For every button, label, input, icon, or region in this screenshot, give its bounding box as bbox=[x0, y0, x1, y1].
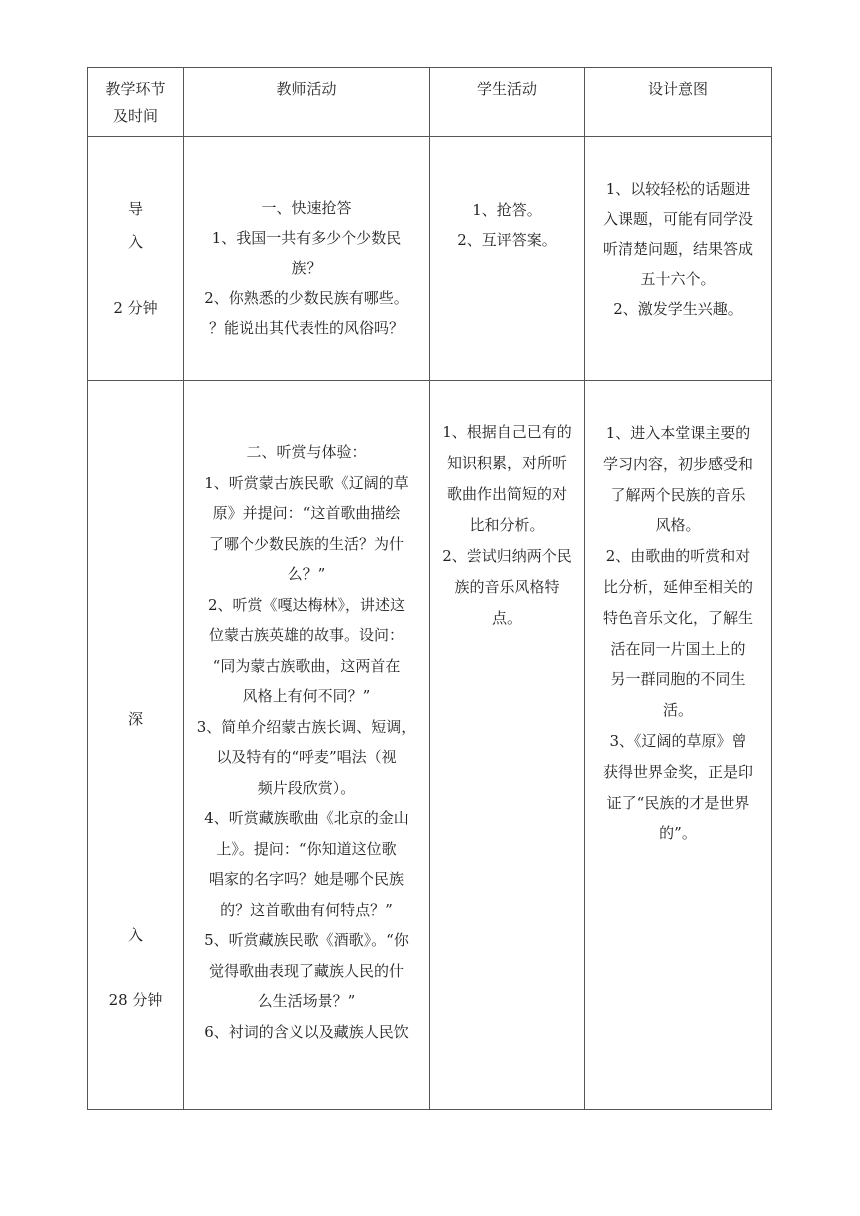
deepen-intent-line: 1、进入本堂课主要的 bbox=[605, 424, 751, 442]
header-stage-line1: 教学环节 bbox=[105, 80, 166, 98]
header-student-activity bbox=[430, 68, 585, 137]
deepen-stage-cell bbox=[88, 381, 184, 1110]
intro-teacher-line: 族？ bbox=[291, 259, 322, 277]
deepen-teacher-line: 3、简单介绍蒙古族长调、短调， bbox=[196, 717, 417, 736]
table-row-intro bbox=[88, 137, 772, 381]
deepen-intent-line: 风格。 bbox=[655, 516, 701, 535]
deepen-student-line: 族的音乐风格特 bbox=[454, 578, 560, 596]
deepen-teacher-line: 风格上有何不同？” bbox=[242, 687, 371, 705]
intro-student-cell bbox=[430, 137, 585, 381]
deepen-intent-line: 学习内容，初步感受和 bbox=[602, 454, 753, 473]
deepen-teacher-line: 么？” bbox=[287, 565, 326, 583]
deepen-teacher-line: 原》并提问：“这首歌曲描绘 bbox=[212, 504, 401, 522]
intro-teacher-line: 一、快速抢答 bbox=[261, 199, 352, 217]
lesson-plan-table bbox=[87, 67, 772, 1110]
deepen-teacher-line: 二、听赏与体验： bbox=[246, 443, 367, 461]
deepen-teacher-line: “同为蒙古族歌曲，这两首在 bbox=[212, 656, 401, 675]
deepen-teacher-line: 了哪个少数民族的生活？为什 bbox=[208, 534, 404, 553]
header-stage-time bbox=[88, 68, 184, 137]
deepen-intent-cell bbox=[585, 381, 772, 1110]
intro-stage-line: 2 分钟 bbox=[113, 299, 158, 317]
deepen-teacher-line: 4、听赏藏族歌曲《北京的金山 bbox=[204, 809, 409, 827]
header-intent-label: 设计意图 bbox=[647, 80, 708, 98]
intro-teacher-line: 1、我国一共有多少个少数民 bbox=[211, 229, 402, 247]
header-teacher-activity bbox=[184, 68, 430, 137]
intro-teacher-cell bbox=[184, 137, 430, 381]
deepen-teacher-line: 上》。提问：“你知道这位歌 bbox=[216, 839, 397, 858]
header-row bbox=[88, 68, 772, 137]
header-design-intent bbox=[585, 68, 772, 137]
deepen-teacher-line: 觉得歌曲表现了藏族人民的什 bbox=[208, 961, 404, 980]
deepen-teacher-line: 唱家的名字吗？她是哪个民族 bbox=[208, 870, 404, 888]
table-row-deepen bbox=[88, 381, 772, 1110]
deepen-teacher-line: 以及特有的“呼麦”唱法（视 bbox=[216, 748, 397, 766]
intro-teacher-line: 2、你熟悉的少数民族有哪些。 bbox=[204, 289, 409, 307]
deepen-teacher-cell bbox=[184, 381, 430, 1110]
intro-teacher-line: ？能说出其代表性的风俗吗？ bbox=[208, 319, 404, 337]
deepen-teacher-line: 的？这首歌曲有何特点？” bbox=[220, 900, 393, 919]
deepen-intent-line: 了解两个民族的音乐 bbox=[610, 485, 746, 504]
intro-stage-line: 入 bbox=[127, 233, 143, 251]
intro-intent-line: 2、激发学生兴趣。 bbox=[613, 300, 743, 318]
intro-intent-line: 入课题，可能有同学没 bbox=[602, 210, 753, 228]
deepen-intent-line: 获得世界金奖，正是印 bbox=[602, 762, 753, 781]
deepen-student-line: 知识积累，对所听 bbox=[446, 454, 567, 472]
deepen-intent-line: 证了“民族的才是世界 bbox=[606, 793, 750, 812]
intro-intent-cell bbox=[585, 137, 772, 381]
deepen-teacher-line: 2、听赏《嘎达梅林》，讲述这 bbox=[207, 595, 406, 614]
deepen-teacher-line: 么生活场景？” bbox=[257, 992, 356, 1010]
deepen-intent-line: 3、《辽阔的草原》曾 bbox=[609, 731, 747, 750]
deepen-teacher-line: 5、听赏藏族民歌《酒歌》。“你 bbox=[204, 931, 409, 949]
deepen-student-line: 歌曲作出简短的对 bbox=[446, 485, 567, 503]
deepen-teacher-line: 6、衬词的含义以及藏族人民饮 bbox=[204, 1022, 409, 1041]
intro-intent-line: 听清楚问题，结果答成 bbox=[602, 240, 753, 258]
header-stage-line2: 及时间 bbox=[112, 107, 158, 125]
deepen-intent-line: 2、由歌曲的听赏和对 bbox=[605, 547, 751, 566]
deepen-student-line: 点。 bbox=[491, 609, 522, 627]
deepen-intent-line: 特色音乐文化，了解生 bbox=[602, 608, 753, 627]
deepen-intent-line: 的”。 bbox=[659, 824, 697, 843]
deepen-student-line: 比和分析。 bbox=[469, 516, 545, 534]
deepen-stage-mid: 入 bbox=[127, 926, 143, 944]
intro-intent-line: 1、以较轻松的话题进 bbox=[605, 180, 751, 198]
deepen-student-cell bbox=[430, 381, 585, 1110]
intro-stage-line: 导 bbox=[127, 200, 143, 218]
deepen-intent-line: 比分析，延伸至相关的 bbox=[602, 577, 753, 596]
deepen-intent-line: 另一群同胞的不同生 bbox=[610, 670, 746, 689]
intro-student-line: 1、抢答。 bbox=[472, 201, 542, 219]
header-teacher-label: 教师活动 bbox=[276, 80, 337, 98]
deepen-stage-top: 深 bbox=[127, 710, 143, 728]
deepen-teacher-line: 频片段欣赏）。 bbox=[257, 778, 356, 797]
deepen-intent-line: 活。 bbox=[662, 701, 693, 720]
intro-student-line: 2、互评答案。 bbox=[457, 231, 557, 249]
deepen-teacher-line: 1、听赏蒙古族民歌《辽阔的草 bbox=[204, 473, 409, 492]
deepen-student-line: 2、尝试归纳两个民 bbox=[442, 547, 572, 565]
intro-intent-line: 五十六个。 bbox=[640, 270, 716, 288]
deepen-intent-line: 活在同一片国土上的 bbox=[610, 639, 746, 658]
intro-stage-line bbox=[88, 259, 183, 292]
header-student-label: 学生活动 bbox=[476, 80, 537, 98]
deepen-stage-time: 28 分钟 bbox=[108, 991, 163, 1009]
deepen-teacher-line: 位蒙古族英雄的故事。设问： bbox=[208, 626, 404, 644]
intro-stage-cell bbox=[88, 137, 184, 381]
deepen-student-line: 1、根据自己已有的 bbox=[442, 423, 572, 441]
